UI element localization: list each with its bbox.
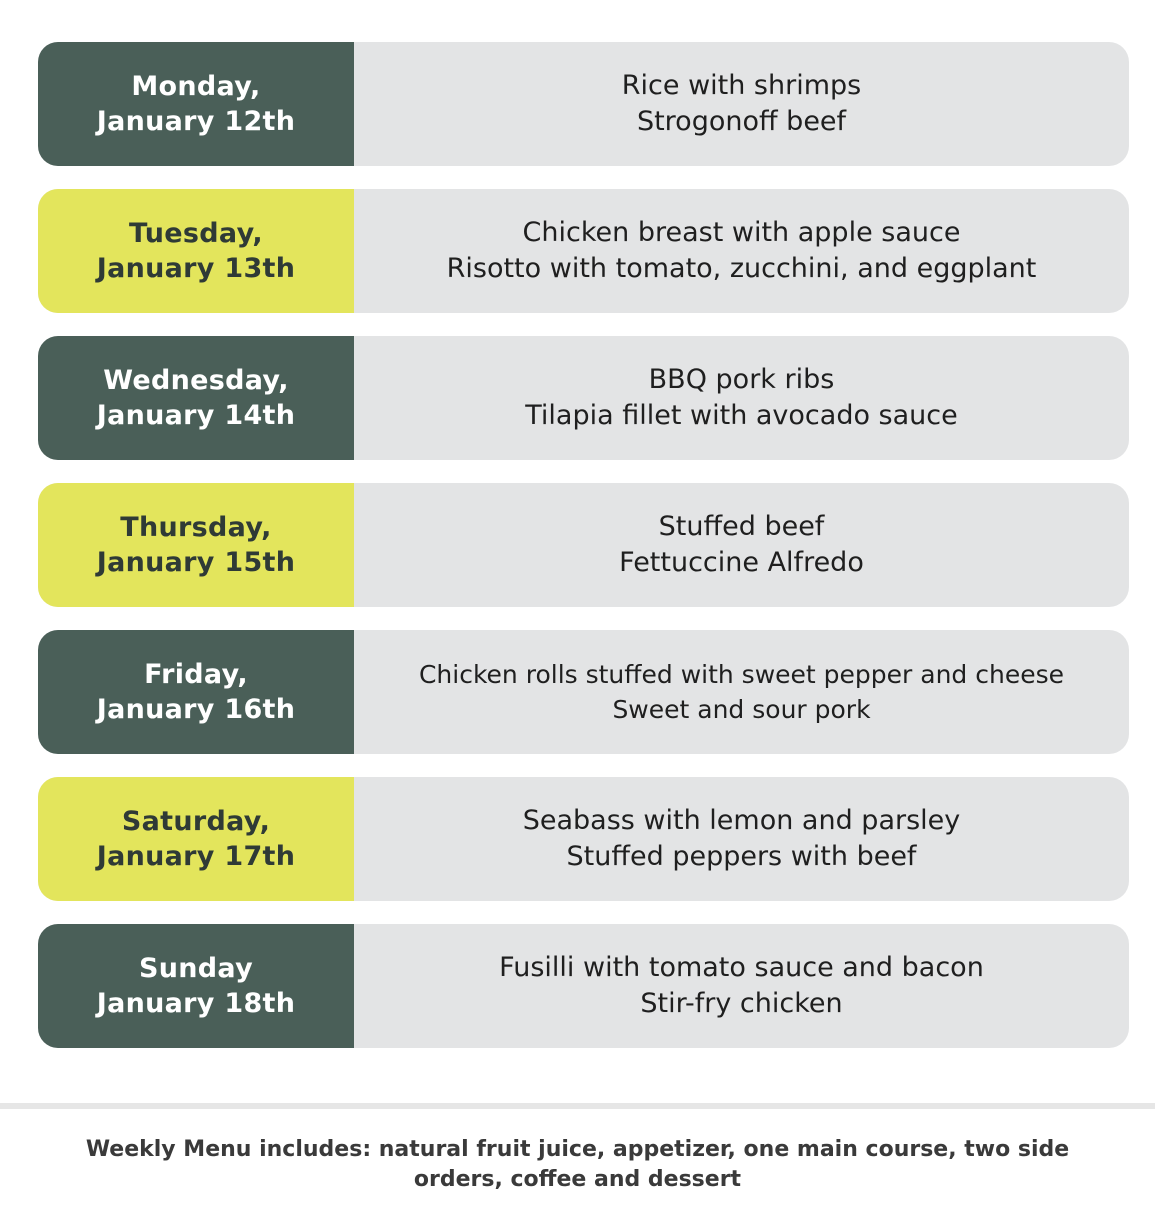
day-date: January 16th — [96, 694, 296, 725]
day-date: January 12th — [96, 106, 296, 137]
day-name: Friday, — [144, 659, 248, 690]
day-cell-sunday — [38, 924, 354, 1048]
menu-row-tuesday — [38, 189, 1129, 313]
day-date: January 14th — [96, 400, 296, 431]
day-date: January 17th — [96, 841, 296, 872]
dish-item: Risotto with tomato, zucchini, and eggplant — [446, 253, 1037, 284]
dish-item: Seabass with lemon and parsley — [522, 805, 961, 836]
dish-item: Chicken rolls stuffed with sweet pepper and cheese — [418, 660, 1065, 689]
dish-item: Chicken breast with apple sauce — [522, 217, 961, 248]
day-date: January 15th — [96, 547, 296, 578]
dishes-saturday — [354, 777, 1129, 901]
menu-row-saturday — [38, 777, 1129, 901]
footer-divider — [0, 1103, 1155, 1109]
day-cell-friday — [38, 630, 354, 754]
day-cell-tuesday — [38, 189, 354, 313]
day-date: January 18th — [96, 988, 296, 1019]
dishes-friday — [354, 630, 1129, 754]
day-cell-monday — [38, 42, 354, 166]
dish-item: Fusilli with tomato sauce and bacon — [499, 952, 984, 983]
menu-row-wednesday — [38, 336, 1129, 460]
weekly-menu-list — [38, 42, 1129, 1071]
menu-row-sunday — [38, 924, 1129, 1048]
menu-row-friday — [38, 630, 1129, 754]
dish-item: Strogonoff beef — [636, 106, 847, 137]
day-cell-saturday — [38, 777, 354, 901]
dishes-thursday — [354, 483, 1129, 607]
menu-row-thursday — [38, 483, 1129, 607]
day-name: Wednesday, — [103, 365, 289, 396]
menu-row-monday — [38, 42, 1129, 166]
dish-item: Rice with shrimps — [621, 70, 862, 101]
day-name: Thursday, — [120, 512, 272, 543]
dish-item: Stuffed peppers with beef — [566, 841, 917, 872]
day-name: Monday, — [131, 71, 261, 102]
dish-item: BBQ pork ribs — [648, 364, 835, 395]
day-name: Sunday — [138, 953, 253, 984]
weekly-menu-note: Weekly Menu includes: natural fruit juice, appetizer, one main course, two side orders, coffee and dessert — [85, 1137, 1070, 1192]
dish-item: Stuffed beef — [658, 511, 825, 542]
dishes-monday — [354, 42, 1129, 166]
day-name: Tuesday, — [129, 218, 263, 249]
dish-item: Tilapia fillet with avocado sauce — [525, 400, 958, 431]
dish-item: Fettuccine Alfredo — [619, 547, 864, 578]
day-name: Saturday, — [121, 806, 271, 837]
dishes-tuesday — [354, 189, 1129, 313]
day-cell-wednesday — [38, 336, 354, 460]
dish-item: Sweet and sour pork — [612, 695, 871, 724]
dishes-wednesday — [354, 336, 1129, 460]
dish-item: Stir-fry chicken — [640, 988, 843, 1019]
day-cell-thursday — [38, 483, 354, 607]
day-date: January 13th — [96, 253, 296, 284]
dishes-sunday — [354, 924, 1129, 1048]
